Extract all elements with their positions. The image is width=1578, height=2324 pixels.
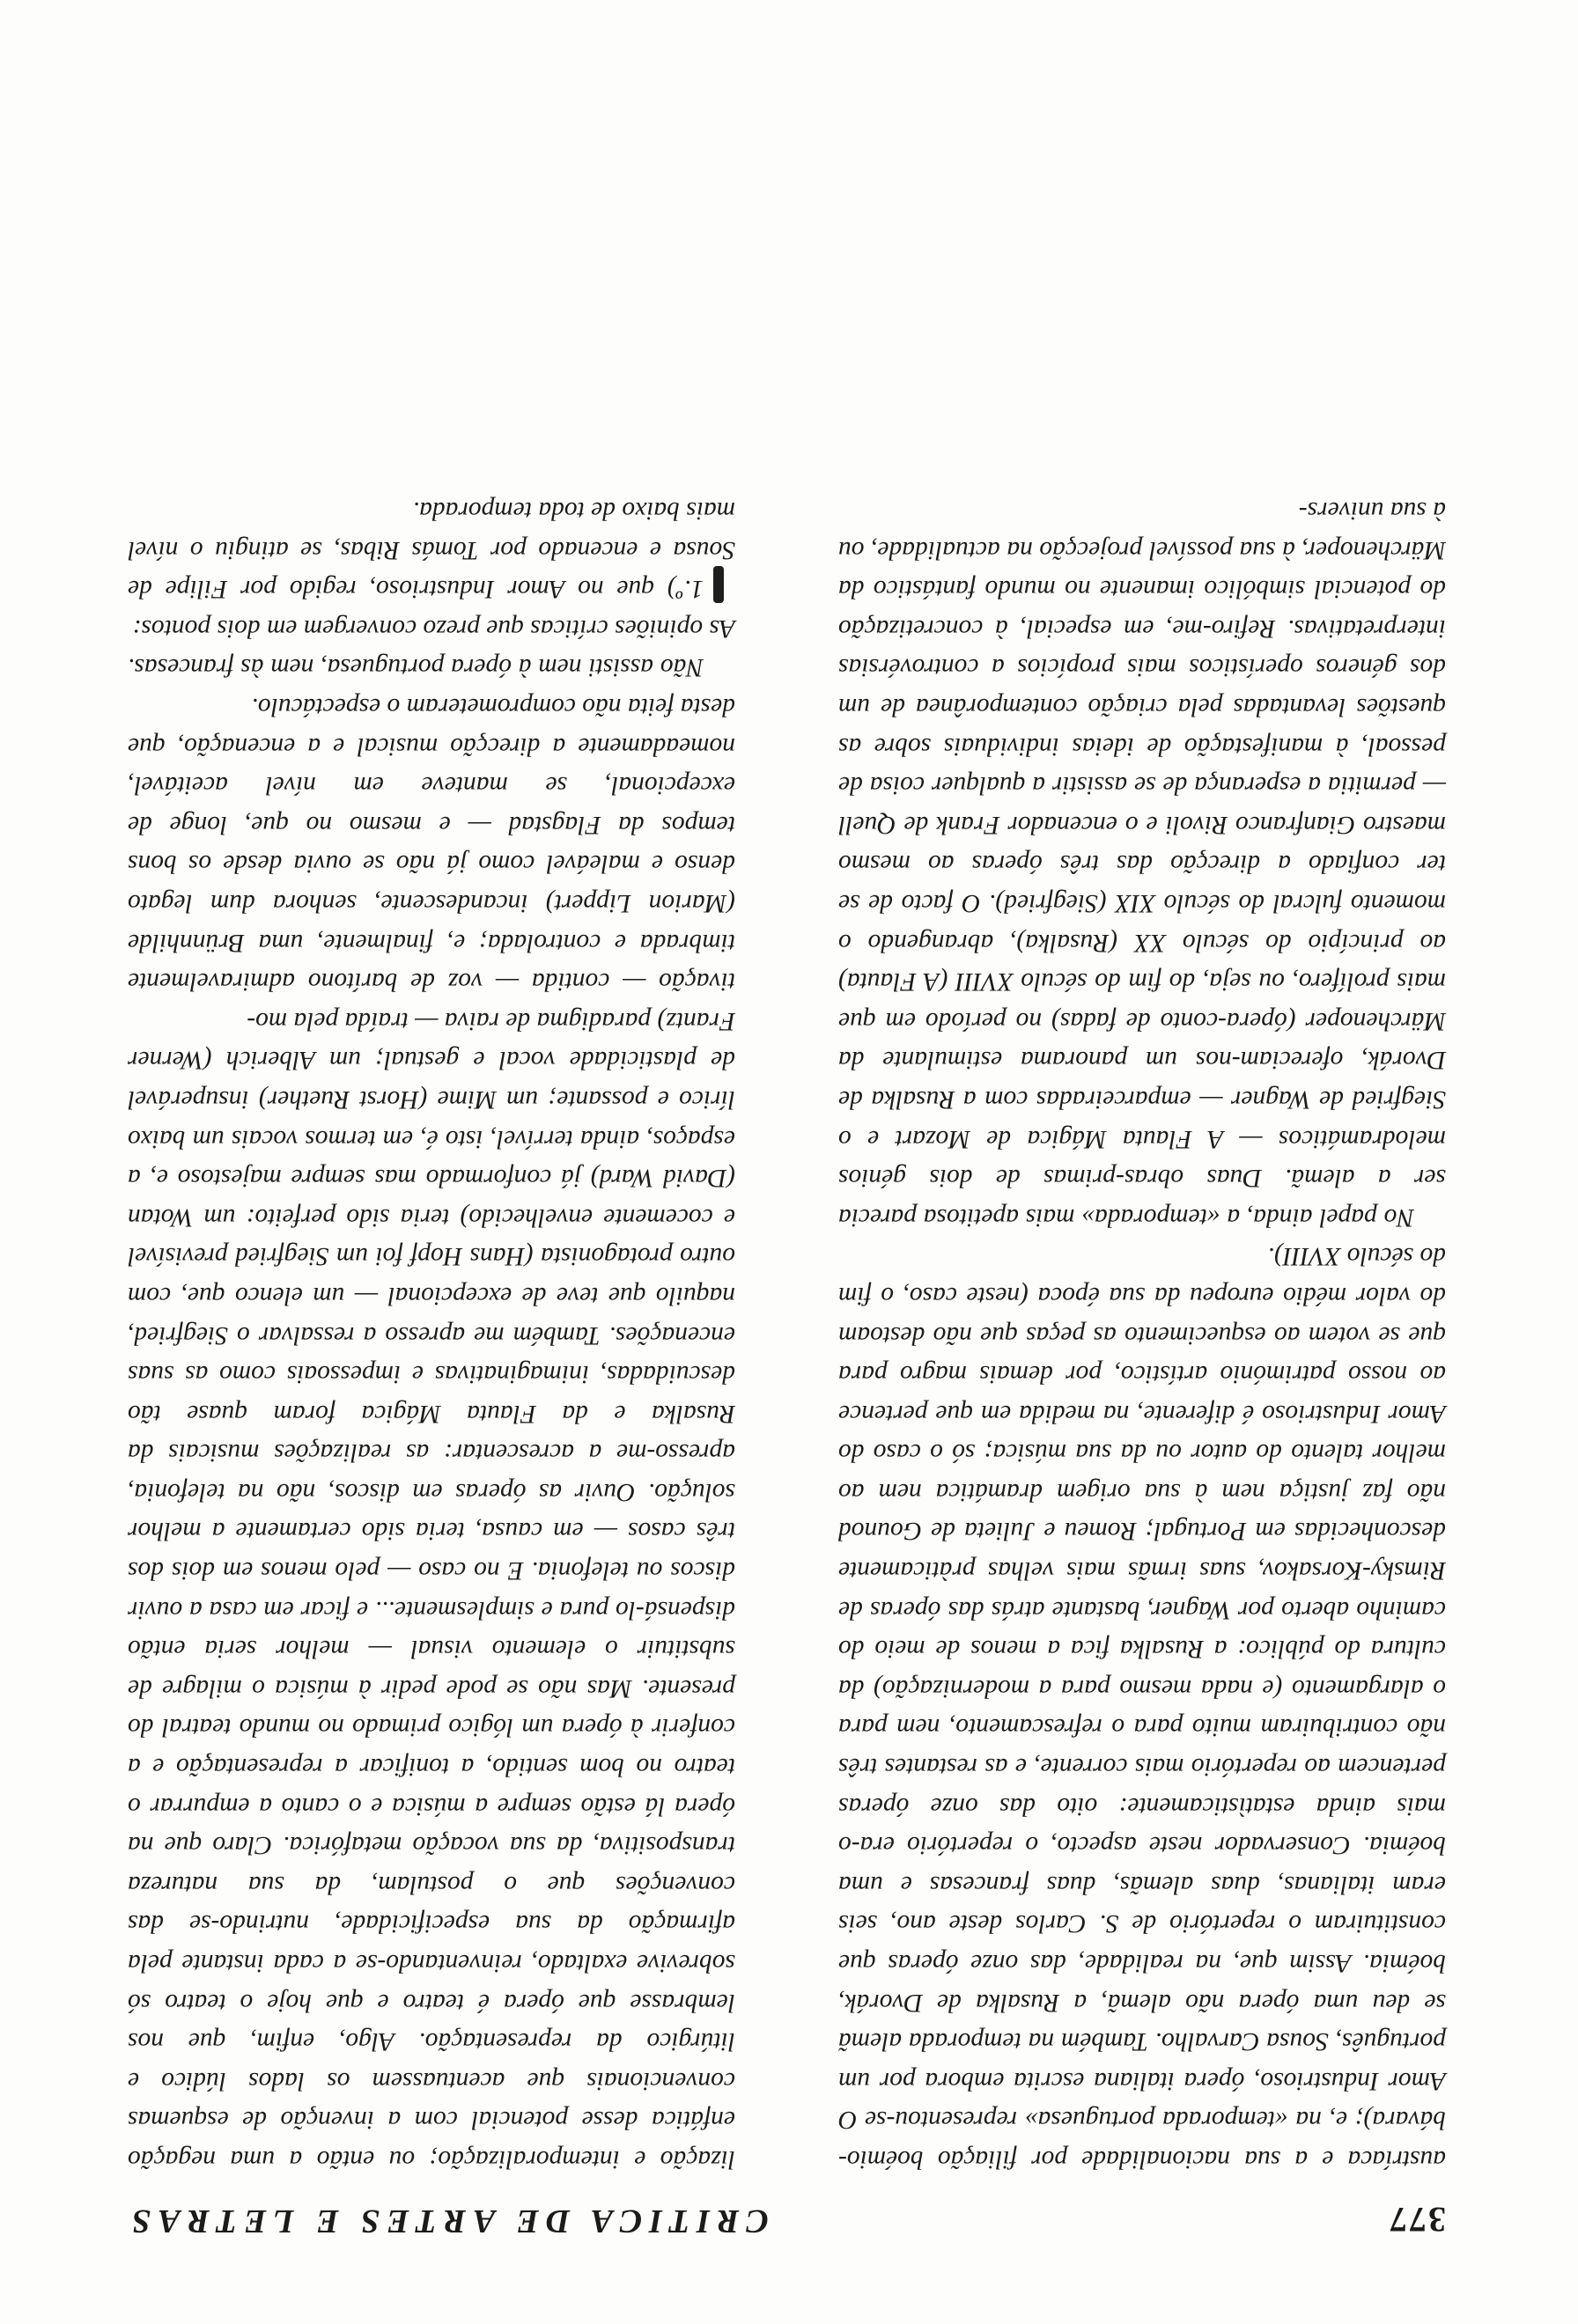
paragraph-opinions: Não assisti nem à ópera portuguesa, nem às francesas. As opiniões críticas que prezo convergem em dois pontos: xyxy=(128,614,735,682)
list-item-1: 1.º) que no Amor Industrioso, regido por Filipe de Sousa e encenado por Tomás Ribas, se atingiu o nível mais baixo de toda temporada. xyxy=(128,496,735,604)
page-number: 377 xyxy=(1388,2200,1446,2239)
page-header xyxy=(125,2188,1446,2240)
ink-smudge xyxy=(713,566,724,603)
paragraph-continued-b: tivação — contida — voz de barítono admiravelmente timbrada e controlada; e, finalmente, uma Brünnhilde (Marion Lippert) incandescente, senhora dum legato denso e maleável como já não se ouvia desde os bons tempos da Flagstad — e mesmo no que, longe de excepcional, se manteve em nível aceitável, nomeadamente a direcção musical e a encenação, que desta feita não comprometeram o espectáculo. xyxy=(128,693,735,997)
text-column-left xyxy=(128,490,735,2179)
paragraph-2: No papel ainda, a «temporada» mais apetitosa parecia ser a alemã. Duas obras-primas de dois génios melodramáticos — A Flauta Mágica de Mozart e o Siegfried de Wagner — emparceiradas com a Rusalka de Dvorák, ofereciam-nos um panorama estimulante da Märchenoper (ópera-conto de fadas) no período em que mais prolífero, ou seja, do fim do século XVIII (A Flauta) ao princípio do século XX (Rusalka), abrangendo o momento fulcral do século XIX (Siegfried). O facto de se ter confiado a direcção das três óperas ao mesmo maestro Gianfranco Rivoli e o encenador Frank de Quell — permitia a esperança de se assistir a qualquer coisa de pessoal, à manifestação de ideias individuais sobre as questões levantadas pela criação contemporânea de um dos géneros operísticos mais propícios a controvérsias interpretativas. Refiro-me, em especial, à concretização do potencial simbólico imanente no mundo fantástico da Märchenoper, à sua possível projecção na actualidade, ou à sua univers- xyxy=(838,496,1446,1232)
paragraph-continued: lização e intemporalização; ou então a uma negação enfática desse potencial com a invenção de esquemas convencionais que acentuassem os lados lúdico e litúrgico da representação. Algo, enfim, que nos lembrasse que ópera é teatro e que hoje o teatro só sobrevive exaltado, reinventando-se a cada instante pela afirmação da sua especificidade, nutrindo-se das convenções que o postulam, da sua natureza transpositiva, da sua vocação metafórica. Claro que na ópera lá estão sempre a música e o canto a empurrar o teatro no bom sentido, a tonificar a representação e a conferir à ópera um lógico primado no mundo teatral do presente. Mas não se pode pedir à música o milagre de substituir o elemento visual — melhor seria então dispensá-lo pura e simplesmente... e ficar em casa a ouvir discos ou telefonia. E no caso — pelo menos em dois dos três casos — em causa, teria sido certamente a melhor solução. Ouvir as óperas em discos, não na telefonia, apresso-me a acrescentar: as realizações musicais da Rusalka e da Flauta Mágica foram quase tão descuidadas, inimaginativas e impessoais como as suas encenações. Também me apresso a ressalvar o Siegfried, naquilo que teve de excepcional — um elenco que, com outro protagonista (Hans Hopf foi um Siegfried previsível e cocemente envelhecido) teria sido perfeito: um Wotan (David Ward) já conformado mas sempre majestoso e, a espaços, ainda terrível, isto é, em termos vocais um baixo lírico e possante; um Mime (Horst Ruether) insuperável de plasticidade vocal e gestual; um Alberich (Werner Frantz) paradigma de raiva — traída pela mo- xyxy=(128,1006,735,2173)
running-title: CRITICA DE ARTES E LETRAS xyxy=(125,2203,769,2239)
paragraph-1: austríaca e a sua nacionalidade por filiação boémio-bávara); e, na «temporada portuguesa» representou-se O Amor Industrioso, ópera italiana escrita embora por um português, Sousa Carvalho. Também na temporada alemã se deu uma ópera não alemã, a Rusalka de Dvorák, boémia. Assim que, na realidade, das onze óperas que constituiram o repertório de S. Carlos deste ano, seis eram italianas, duas alemãs, duas francesas e uma boémia. Conservador neste aspecto, o repertório era-o mais ainda estatìsticamente: oito das onze óperas pertencem ao repertório mais corrente, e as restantes três não contribuiram muito para o refrescamento, nem para o alargamento (e nada mesmo para a modernização) da cultura do público: a Rusalka fica a menos de meio do caminho aberto por Wagner, bastante atrás das óperas de Rimsky-Korsakov, suas irmãs mais velhas pràticamente desconhecidas em Portugal; Romeu e Julieta de Gounod não faz justiça nem à sua origem dramática nem ao melhor talento do autor ou da sua música; só o caso do Amor Industrioso é diferente, na medida em que pertence ao nosso património artístico, por demais magro para que se votem ao esquecimento as peças que não destoam do valor médio europeu da sua época (neste caso, o fim do século XVIII). xyxy=(838,1242,1446,2173)
text-column-right xyxy=(838,490,1446,2179)
